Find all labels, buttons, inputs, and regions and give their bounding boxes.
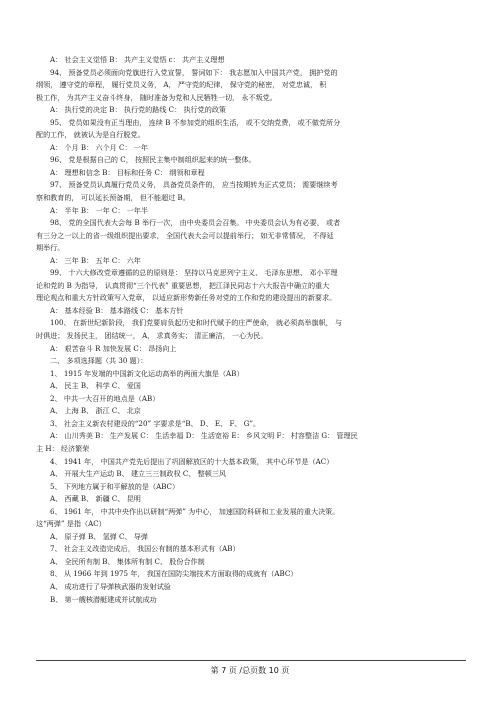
page-footer: 第 7 页 /总页数 10 页 bbox=[210, 666, 290, 675]
text-line: A、 成功进行了导弹核武器的发射试验 bbox=[50, 581, 171, 591]
document-body bbox=[36, 54, 466, 606]
text-line: 5、 下列地方属于和平解放的是（ABC） bbox=[50, 481, 180, 491]
text-line: 100、 在新世纪新阶段， 我们党要肩负起历史和时代赋予的庄严使命， 就必须高举旗帜， 与 bbox=[50, 318, 343, 328]
text-line: 时俱进； 发扬民主， 团结统一， A， 求真务实； 清正廉洁， 一心为民。 bbox=[36, 331, 268, 341]
text-line: 94、 预备党员必须面向党旗进行入党宣誓， 誓词如下： 我志愿加入中国共产党， 拥护党的 bbox=[50, 67, 338, 77]
text-line: 期举行。 bbox=[36, 243, 65, 253]
text-line: 8、 从 1966 年到 1975 年， 我国在国防尖端技术方面取得的成就有（ABC） bbox=[50, 569, 298, 579]
text-line: 理论观点和重大方针政策写入党章， 以适应新形势新任务对党的工作和党的建设提出的新要求。 bbox=[36, 293, 337, 303]
text-line: 察和教育的， 可以延长预备期， 但不能超过 B。 bbox=[36, 193, 190, 203]
text-line: A： 理想和信念 B： 目标和任务 C： 纲领和章程 bbox=[50, 167, 205, 177]
text-line: A、 上海 B、 浙江 C、 北京 bbox=[50, 406, 141, 416]
text-line: A、 西藏 B、 新疆 C、 昆明 bbox=[50, 494, 141, 504]
text-line: A： 艰苦奋斗 R 加快发展 C： 昂扬向上 bbox=[50, 343, 177, 353]
text-line: 7、 社会主义改造完成后， 我国公有制的基本形式有（AB） bbox=[50, 544, 240, 554]
text-line: 95、 党员如果没有正当理由， 连续 B 不参加党的组织生活， 或不交纳党费， 或不做党所分 bbox=[50, 117, 341, 127]
text-line: 1、 1915 年发端的中国新文化运动高举的两面大旗是（AB） bbox=[50, 368, 244, 378]
text-line: 98、 党的全国代表大会每 B 举行一次， 由中央委员会召集。 中央委员会认为有必要， 或者 bbox=[50, 218, 341, 228]
text-line: 4、 1941 年， 中国共产党先后提出了巩固解放区的十大基本政策， 其中心环节是（AC） bbox=[50, 456, 334, 466]
text-line: A： 三年 B： 五年 C： 六年 bbox=[50, 255, 141, 265]
text-line: 配的工作， 就被认为是自行脱党。 bbox=[36, 130, 145, 140]
text-line: A、 原子弹 B、 氢弹 C、 导弹 bbox=[50, 531, 148, 541]
text-line: 论和党的 B 为指导， 认真贯彻“三个代表” 重要思想， 把江泽民同志十六大报告中确立的重大 bbox=[36, 280, 330, 290]
footer-divider bbox=[36, 660, 466, 661]
text-line: A： 个月 B： 六个月 C： 一年 bbox=[50, 142, 148, 152]
text-line: A： 社会主义觉悟 B： 共产主义觉悟 c： 共产主义理想 bbox=[50, 55, 225, 64]
text-line: 6、 1961 年， 中共中央作出以研制“两弹” 为中心， 加速国防科研和工业发展的重大决策。 bbox=[50, 506, 340, 516]
text-line: 2、 中共一大召开的地点是（AB） bbox=[50, 393, 160, 403]
text-line: A： 山川秀美 B： 生产发展 C： 生活幸福 D： 生活宽裕 E： 乡风文明 F： 村容整洁 G： 管理民 bbox=[50, 431, 358, 441]
text-line: 3、 社会主义新农村建设的“20” 字要求是“B、 D、 E、 F、 G”。 bbox=[50, 418, 261, 428]
text-line: 99、 十六大修改党章遵循的总的原则是： 坚持以马克思列宁主义、 毛泽东思想、 邓小平理 bbox=[50, 268, 338, 278]
text-line: 这“两弹” 是指（AC） bbox=[36, 519, 106, 529]
text-line: 极工作， 为共产主义奋斗终身， 随时准备为党和人民牺牲一切， 永不叛党。 bbox=[36, 92, 277, 102]
text-line: A： 基本经验 B： 基本路线 C： 基本方针 bbox=[50, 305, 184, 315]
text-line: 有三分之一以上的省一级组织提出要求， 全国代表大会可以提前举行； 如无非常情况， 不得延 bbox=[36, 230, 334, 240]
text-line: 二、 多项选择题（共 30 题）： bbox=[50, 356, 148, 366]
text-line: B、 第一艘核潜艇建成并试航成功 bbox=[50, 594, 157, 604]
text-line: 主 H： 经济繁荣 bbox=[36, 443, 90, 453]
text-line: A： 执行党的决定 B： 执行党的路线 C： 执行党的政策 bbox=[50, 105, 227, 115]
text-line: 96、 党是根据自己的 C， 按照民主集中制组织起来的统一整体。 bbox=[50, 155, 256, 165]
text-line: A： 半年 B： 一年 C： 一年半 bbox=[50, 205, 148, 215]
text-line: A、 民主 B、 科学 C、 爱国 bbox=[50, 381, 141, 391]
text-line: A、 全民所有制 B、 集体所有制 C、 股份合作制 bbox=[50, 556, 205, 566]
text-line: 97、 预备党员认真履行党员义务， 具备党员条件的， 应当按期转为正式党员； 需要继续考 bbox=[50, 180, 338, 190]
text-line: A、 开展大生产运动 B、 建立三三制政权 C、 整顿三风 bbox=[50, 469, 227, 479]
text-line: 纲领， 遵守党的章程， 履行党员义务， A， 严守党的纪律， 保守党的秘密， 对党忠诚， 积 bbox=[36, 80, 327, 90]
